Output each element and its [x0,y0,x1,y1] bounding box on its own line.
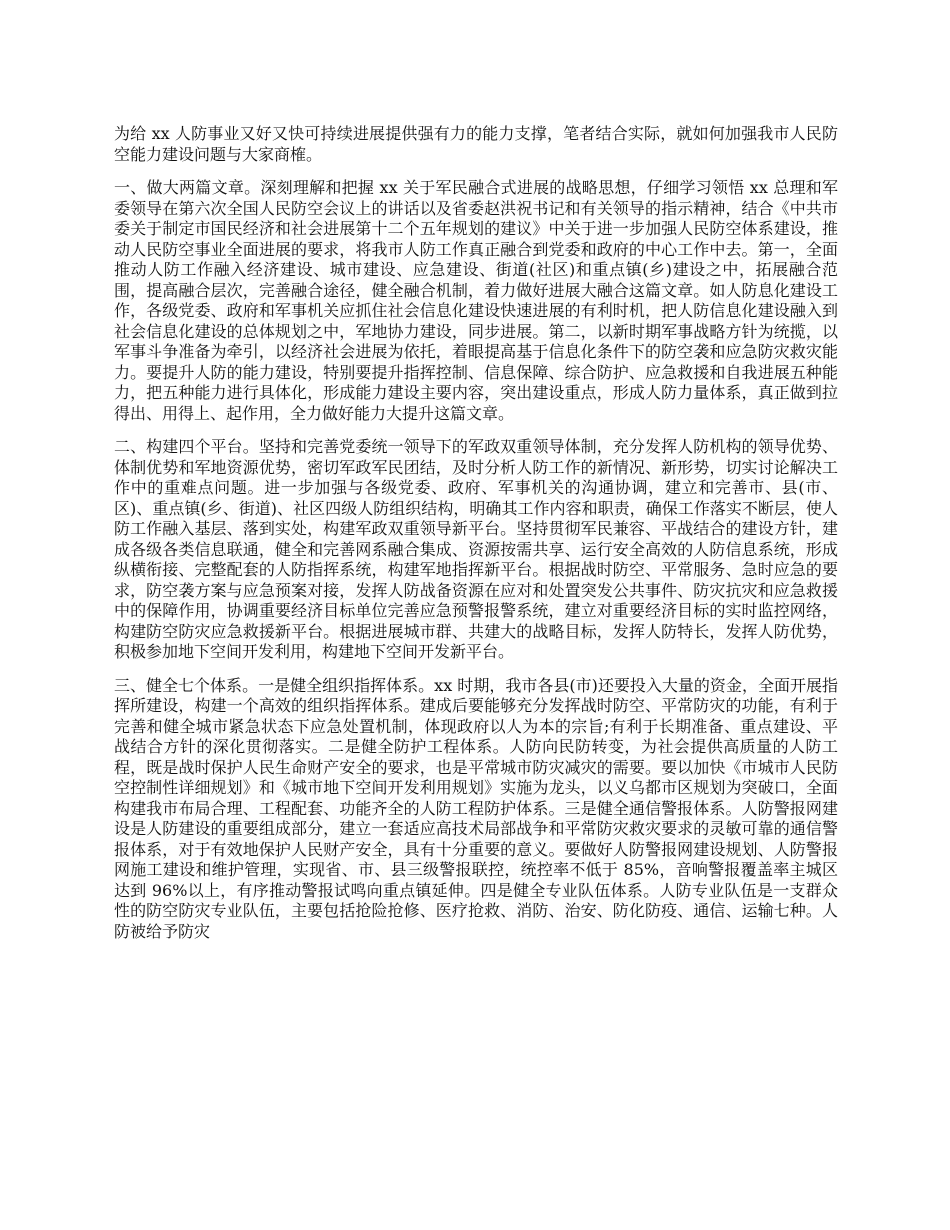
paragraph-intro: 为给 xx 人防事业又好又快可持续进展提供强有力的能力支撑，笔者结合实际，就如何加强我市人民防空能力建设问题与大家商榷。 [114,124,838,164]
paragraph-section-three: 三、健全七个体系。一是健全组织指挥体系。xx 时期，我市各县(市)还要投入大量的资金，全面开展指挥所建设，构建一个高效的组织指挥体系。建成后要能够充分发挥战时防空、平常防灾的功能，有利于完善和健全城市紧急状态下应急处置机制，体现政府以人为本的宗旨;有利于长期准备、重点建设、平战结合方针的深化贯彻落实。二是健全防护工程体系。人防向民防转变，为社会提供高质量的人防工程，既是战时保护人民生命财产安全的要求，也是平常城市防灾减灾的需要。要以加快《市城市人民防空控制性详细规划》和《城市地下空间开发利用规划》实施为龙头，以义乌都市区规划为突破口，全面构建我市布局合理、工程配套、功能齐全的人防工程防护体系。三是健全通信警报体系。人防警报网建设是人防建设的重要组成部分，建立一套适应高技术局部战争和平常防灾救灾要求的灵敏可靠的通信警报体系，对于有效地保护人民财产安全，具有十分重要的意义。要做好人防警报网建设规划、人防警报网施工建设和维护管理，实现省、市、县三级警报联控，统控率不低于 85%，音响警报覆盖率主城区达到 96%以上，有序推动警报试鸣向重点镇延伸。四是健全专业队伍体系。人防专业队伍是一支群众性的防空防灾专业队伍，主要包括抢险抢修、医疗抢救、消防、治安、防化防疫、通信、运输七种。人防被给予防灾 [114,675,838,941]
paragraph-section-one: 一、做大两篇文章。深刻理解和把握 xx 关于军民融合式进展的战略思想，仔细学习领悟 xx 总理和军委领导在第六次全国人民防空会议上的讲话以及省委赵洪祝书记和有关领导的指示精神，结合《中共市委关于制定市国民经济和社会进展第十二个五年规划的建议》中关于进一步加强人民防空体系建设，推动人民防空事业全面进展的要求，将我市人防工作真正融合到党委和政府的中心工作中去。第一，全面推动人防工作融入经济建设、城市建设、应急建设、街道(社区)和重点镇(乡)建设之中，拓展融合范围，提高融合层次，完善融合途径，健全融合机制，着力做好进展大融合这篇文章。如人防息化建设工作，各级党委、政府和军事机关应抓住社会信息化建设快速进展的有利时机，把人防信息化建设融入到社会信息化建设的总体规划之中，军地协力建设，同步进展。第二，以新时期军事战略方针为统揽，以军事斗争准备为牵引，以经济社会进展为依托，着眼提高基于信息化条件下的防空袭和应急防灾救灾能力。要提升人防的能力建设，特别要提升指挥控制、信息保障、综合防护、应急救援和自我进展五种能力，把五种能力进行具体化，形成能力建设主要内容，突出建设重点，形成人防力量体系，真正做到拉得出、用得上、起作用，全力做好能力大提升这篇文章。 [114,178,838,423]
paragraph-section-two: 二、构建四个平台。坚持和完善党委统一领导下的军政双重领导体制，充分发挥人防机构的领导优势、体制优势和军地资源优势，密切军政军民团结，及时分析人防工作的新情况、新形势，切实讨论解决工作中的重难点问题。进一步加强与各级党委、政府、军事机关的沟通协调，建立和完善市、县(市、区)、重点镇(乡、街道)、社区四级人防组织结构，明确其工作内容和职责，确保工作落实不断层，使人防工作融入基层、落到实处，构建军政双重领导新平台。坚持贯彻军民兼容、平战结合的建设方针，建成各级各类信息联通，健全和完善网系融合集成、资源按需共享、运行安全高效的人防信息系统，形成纵横衔接、完整配套的人防指挥系统，构建军地指挥新平台。根据战时防空、平常服务、急时应急的要求，防空袭方案与应急预案对接，发挥人防战备资源在应对和处置突发公共事件、防灾抗灾和应急救援中的保障作用，协调重要经济目标单位完善应急预警报警系统，建立对重要经济目标的实时监控网络，构建防空防灾应急救援新平台。根据进展城市群、共建大的战略目标，发挥人防特长，发挥人防优势，积极参加地下空间开发利用，构建地下空间开发新平台。 [114,437,838,661]
document-body [114,124,838,955]
